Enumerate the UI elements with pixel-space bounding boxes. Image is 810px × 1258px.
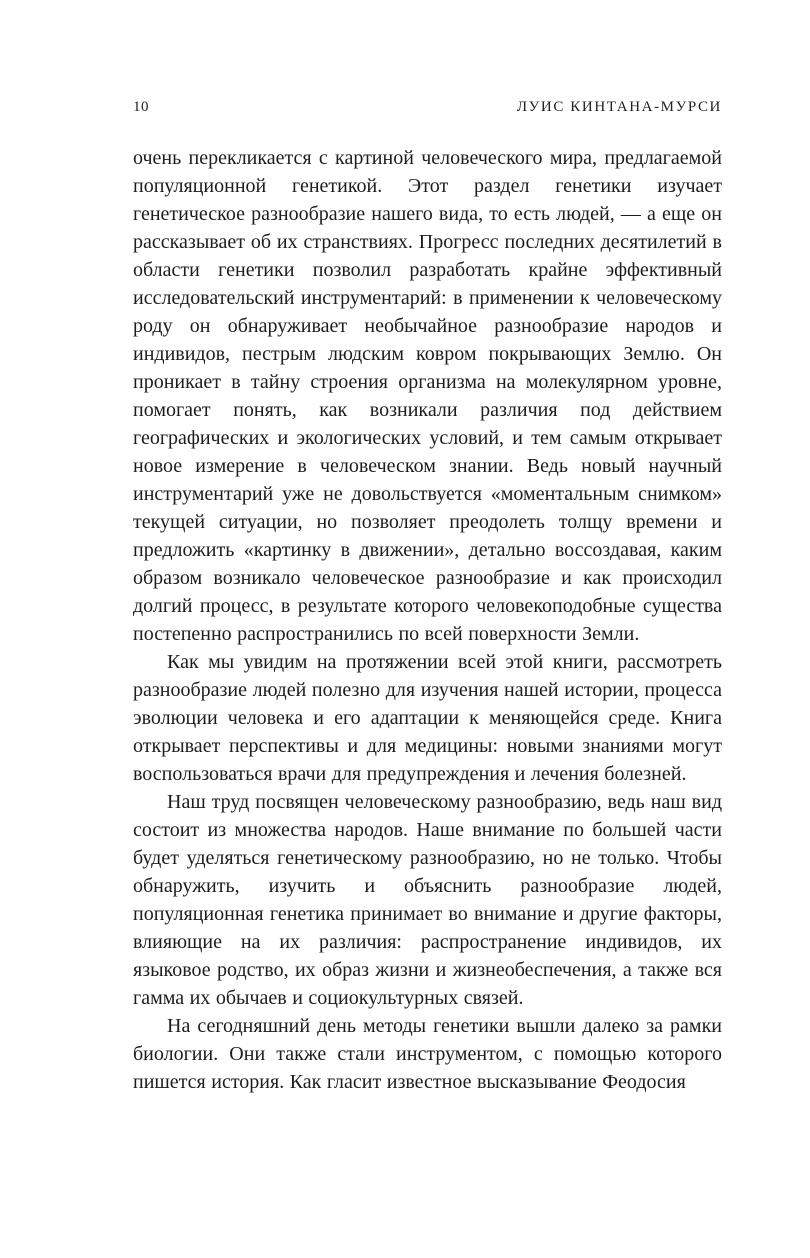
paragraph: Как мы увидим на протяжении всей этой книги, рассмотреть разнообразие людей полезно для изучения нашей истории, процесса эволюции человека и его адаптации к меняющейся среде. Книга открывает перспективы и для медицины: новыми знаниями могут воспользоваться врачи для предупреждения и лечения болезней. [133, 651, 722, 785]
body-text [133, 144, 722, 1096]
page-number: 10 [133, 99, 149, 115]
paragraph: очень перекликается с картиной человеческого мира, предлагаемой популяционной генетикой. Этот раздел генетики изучает генетическое разнообразие нашего вида, то есть людей, — а еще он рассказывает об их странствиях. Прогресс последних десятилетий в области генетики позволил разработать крайне эффективный исследовательский инструментарий: в применении к человеческому роду он обнаруживает необычайное разнообразие народов и индивидов, пестрым людским ковром покрывающих Землю. Он проникает в тайну строения организма на молекулярном уровне, помогает понять, как возникали различия под действием географических и экологических условий, и тем самым открывает новое измерение в человеческом знании. Ведь новый научный инструментарий уже не довольствуется «моментальным снимком» текущей ситуации, но позволяет преодолеть толщу времени и предложить «картинку в движении», детально воссоздавая, каким образом возникало человеческое разнообразие и как происходил долгий процесс, в результате которого человекоподобные существа постепенно распространились по всей поверхности Земли. [133, 147, 722, 645]
paragraph: Наш труд посвящен человеческому разнообразию, ведь наш вид состоит из множества народов. Наше внимание по большей части будет уделяться генетическому разнообразию, но не только. Чтобы обнаружить, изучить и объяснить разнообразие людей, популяционная генетика принимает во внимание и другие факторы, влияющие на их различия: распространение индивидов, их языковое родство, их образ жизни и жизнеобеспечения, а также вся гамма их обычаев и социокультурных связей. [133, 791, 722, 1009]
running-head: ЛУИС КИНТАНА-МУРСИ [516, 99, 722, 115]
page-header [133, 99, 722, 116]
paragraph: На сегодняшний день методы генетики вышли далеко за рамки биологии. Они также стали инструментом, с помощью которого пишется история. Как гласит известное высказывание Феодосия [133, 1015, 722, 1093]
